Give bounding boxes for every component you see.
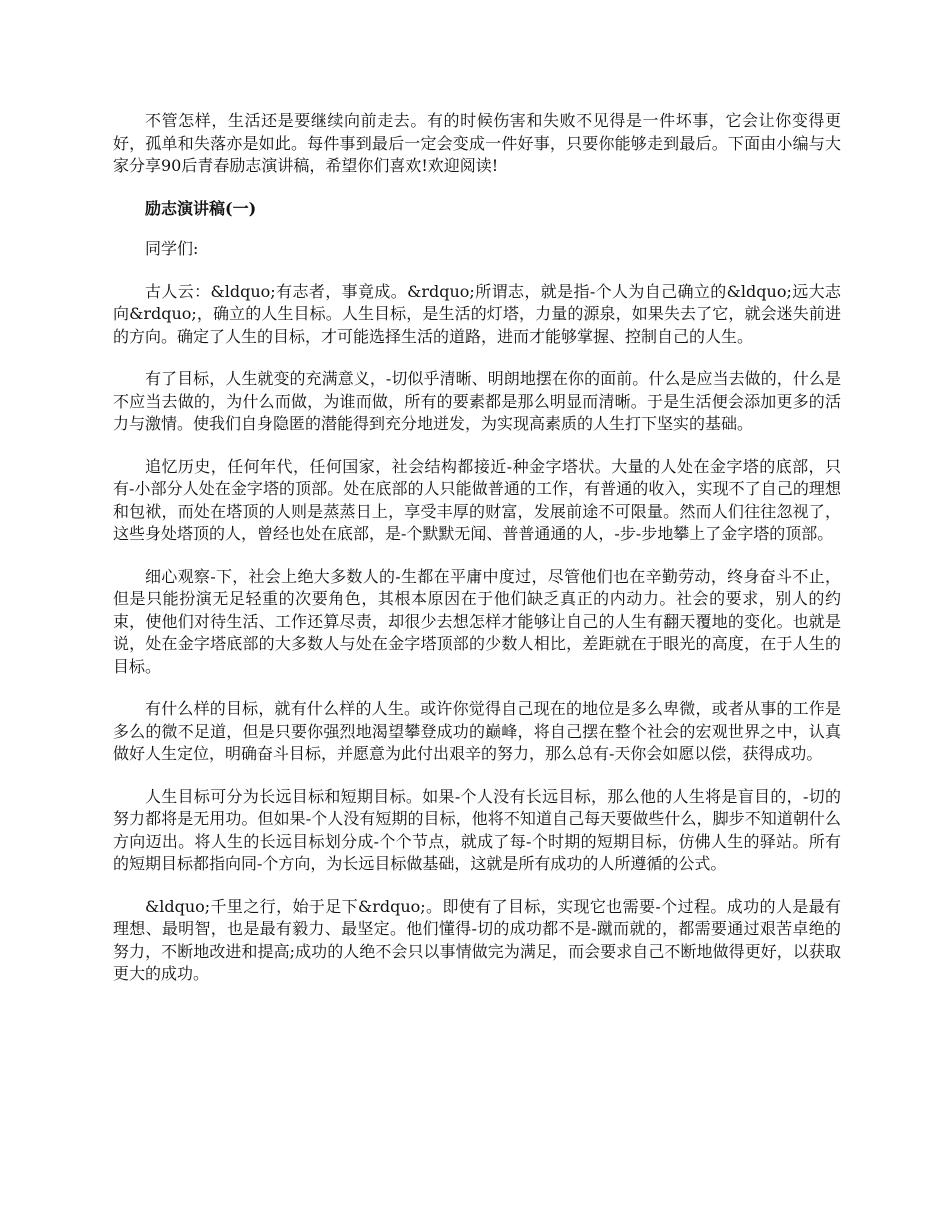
body-paragraph-5: 有什么样的目标，就有什么样的人生。或许你觉得自己现在的地位是多么卑微，或者从事的工作是多么的微不足道，但是只要你强烈地渴望攀登成功的巅峰，将自己摆在整个社会的宏观世界之中，认真做好人生定位，明确奋斗目标，并愿意为此付出艰辛的努力，那么总有-天你会如愿以偿，获得成功。 [113, 699, 841, 763]
body-paragraph-3: 追忆历史，任何年代，任何国家，社会结构都接近-种金字塔状。大量的人处在金字塔的底部，只有-小部分人处在金字塔的顶部。处在底部的人只能做普通的工作，有普通的收入，实现不了自己的理想和包袱，而处在塔顶的人则是蒸蒸日上，享受丰厚的财富，发展前途不可限量。然而人们往往忽视了，这些身处塔顶的人，曾经也处在底部，是-个默默无闻、普普通通的人，-步-步地攀上了金字塔的顶部。 [113, 456, 841, 543]
article-body [113, 110, 841, 1006]
body-paragraph-4: 细心观察-下，社会上绝大多数人的-生都在平庸中度过，尽管他们也在辛勤劳动，终身奋斗不止，但是只能扮演无足轻重的次要角色，其根本原因在于他们缺乏真正的内动力。社会的要求，别人的约束，使他们对待生活、工作还算尽责，却很少去想怎样才能够让自己的人生有翻天覆地的变化。也就是说，处在金字塔底部的大多数人与处在金字塔顶部的少数人相比，差距就在于眼光的高度，在于人生的目标。 [113, 566, 841, 676]
intro-paragraph: 不管怎样，生活还是要继续向前走去。有的时候伤害和失败不见得是一件坏事，它会让你变得更好，孤单和失落亦是如此。每件事到最后一定会变成一件好事，只要你能够走到最后。下面由小编与大家分享90后青春励志演讲稿，希望你们喜欢!欢迎阅读! [113, 111, 841, 175]
salutation: 同学们: [145, 239, 199, 258]
body-paragraph-6: 人生目标可分为长远目标和短期目标。如果-个人没有长远目标，那么他的人生将是盲目的，-切的努力都将是无用功。但如果-个人没有短期的目标，他将不知道自己每天要做些什么，脚步不知道朝什么方向迈出。将人生的长远目标划分成-个个节点，就成了每-个时期的短期目标，仿佛人生的驿站。所有的短期目标都指向同-个方向，为长远目标做基础，这就是所有成功的人所遵循的公式。 [113, 786, 841, 873]
body-paragraph-7: &ldquo;千里之行，始于足下&rdquo;。即使有了目标，实现它也需要-个过程。成功的人是最有理想、最明智，也是最有毅力、最坚定。他们懂得-切的成功都不是-蹴而就的，都需要通过艰苦卓绝的努力，不断地改进和提高;成功的人绝不会只以事情做完为满足，而会要求自己不断地做得更好，以获取更大的成功。 [113, 896, 841, 983]
section-heading: 励志演讲稿(一) [145, 198, 257, 218]
body-paragraph-1: 古人云：&ldquo;有志者，事竟成。&rdquo;所谓志，就是指-个人为自己确立的&ldquo;远大志向&rdquo;，确立的人生目标。人生目标，是生活的灯塔，力量的源泉，如果失去了它，就会迷失前进的方向。确定了人生的目标，才可能选择生活的道路，进而才能够掌握、控制自己的人生。 [113, 281, 841, 346]
body-paragraph-2: 有了目标，人生就变的充满意义，-切似乎清晰、明朗地摆在你的面前。什么是应当去做的，什么是不应当去做的，为什么而做，为谁而做，所有的要素都是那么明显而清晰。于是生活便会添加更多的活力与激情。使我们自身隐匿的潜能得到充分地迸发，为实现高素质的人生打下坚实的基础。 [113, 369, 841, 433]
